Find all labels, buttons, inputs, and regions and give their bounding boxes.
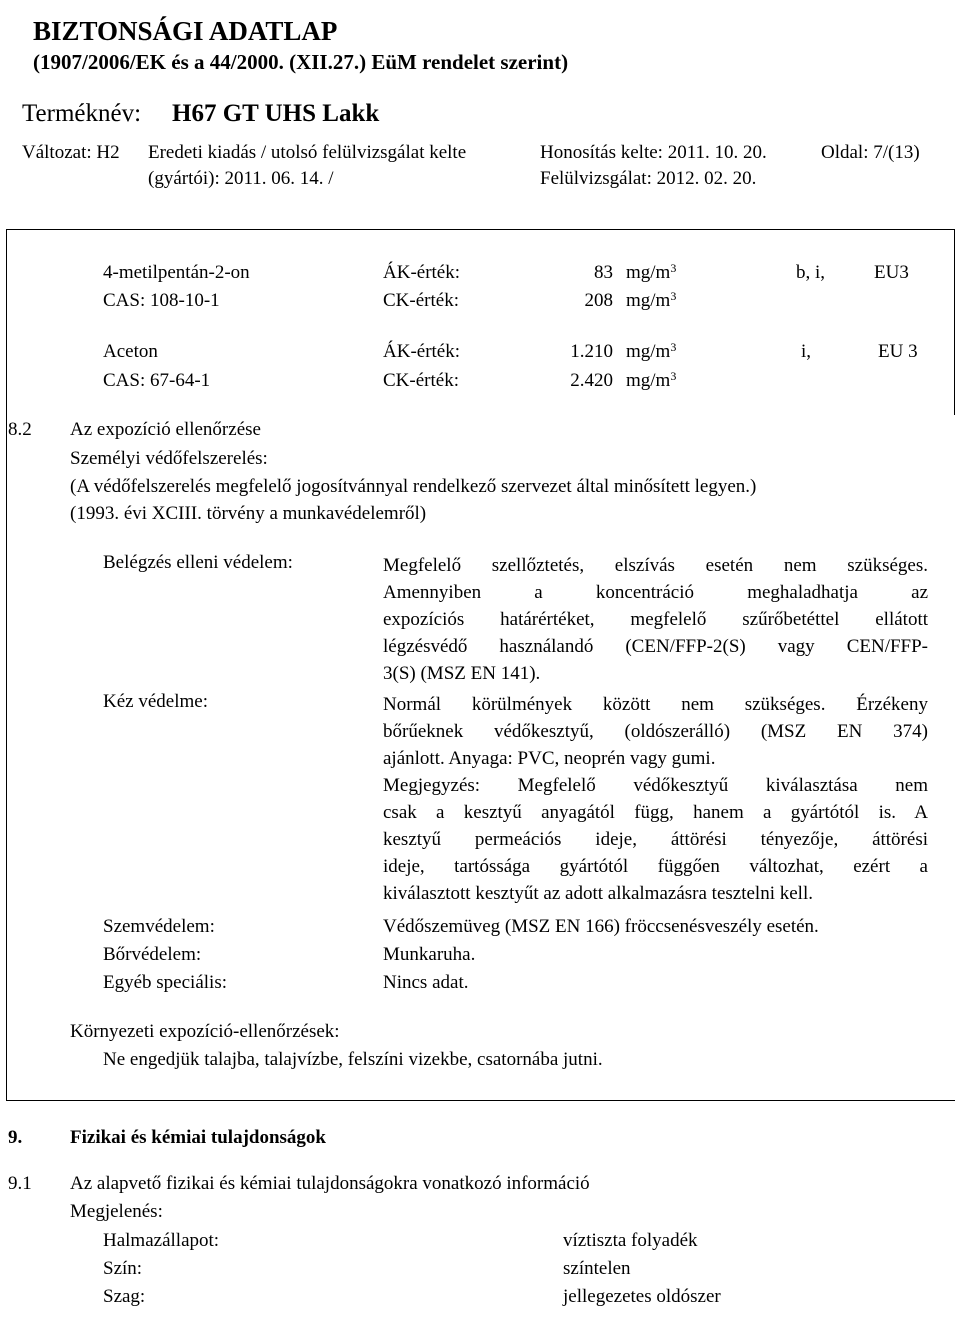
approval-date: Honosítás kelte: 2011. 10. 20. [540,142,767,163]
skin-protection-label: Bőrvédelem: [103,944,202,965]
property-value: jellegezetes oldószer [563,1286,721,1307]
issue-date-line1: Eredeti kiadás / utolsó felülvizsgálat kelte [148,142,467,163]
unit: $mg/m^3$ [626,369,677,391]
eye-protection-value: Védőszemüveg (MSZ EN 166) fröccsenésveszély esetén. [383,916,819,937]
substance-ref: EU 3 [878,341,918,362]
property-label: Szag: [103,1286,146,1307]
section-9-number: 9. [8,1127,23,1148]
substance-notes: b, i, [796,262,826,283]
environmental-exposure-text: Ne engedjük talajba, talajvízbe, felszíni vizekbe, csatornába jutni. [103,1049,603,1070]
unit: $mg/m^3$ [626,340,677,362]
ak-label: ÁK-érték: [383,341,461,362]
hand-protection-label: Kéz védelme: [103,691,208,712]
revision-date: Felülvizsgálat: 2012. 02. 20. [540,168,757,189]
product-label: Terméknév: [22,100,142,127]
other-protection-value: Nincs adat. [383,972,469,993]
respiratory-label: Belégzés elleni védelem: [103,552,293,573]
eye-protection-label: Szemvédelem: [103,916,215,937]
ppe-law-reference: (1993. évi XCIII. törvény a munkavédelemről) [70,503,427,524]
product-name: H67 GT UHS Lakk [172,100,380,127]
ppe-note: (A védőfelszerelés megfelelő jogosítvánnyal rendelkező szervezet által minősített legyen.) [70,476,757,497]
section-9-1-number: 9.1 [8,1173,32,1194]
ck-value: 2.420 [570,370,613,391]
ck-value: 208 [584,290,613,311]
property-value: víztiszta folyadék [563,1230,698,1251]
version: Változat: H2 [22,142,120,163]
unit: $mg/m^3$ [626,261,677,283]
issue-date-line2: (gyártói): 2011. 06. 14. / [148,168,334,189]
section-8-box-right-edge [954,229,955,415]
appearance-label: Megjelenés: [70,1201,163,1222]
section-9-title: Fizikai és kémiai tulajdonságok [70,1127,326,1148]
ck-label: CK-érték: [383,370,459,391]
page-number: Oldal: 7/(13) [821,142,920,163]
substance-cas: CAS: 108-10-1 [103,290,220,311]
ak-label: ÁK-érték: [383,262,461,283]
substance-name: Aceton [103,341,158,362]
hand-protection-text: Normál körülmények között nem szükséges. Érzékeny bőrűeknek védőkesztyű, (oldószerálló) (MSZ EN 374) ajánlott. Anyaga: PVC, neoprén vagy gumi. Megjegyzés: Megfelelő védőkesztyű kiválasztása nem csak a kesztyű anyagától függ, hanem a gyártótól is. A kesztyű permeációs ideje, áttörési tényezője, áttörési ideje, tartóssága gyártótól függően változhat, ezért a kiválasztott kesztyűt az adott alkalmazásra tesztelni kell. [383,694,928,904]
ak-value: 1.210 [570,341,613,362]
section-8-2-title: Az expozíció ellenőrzése [70,419,261,440]
environmental-exposure-title: Környezeti expozíció-ellenőrzések: [70,1021,340,1042]
document-title: BIZTONSÁGI ADATLAP [33,16,338,46]
skin-protection-value: Munkaruha. [383,944,476,965]
ppe-title: Személyi védőfelszerelés: [70,448,268,469]
ak-value: 83 [594,262,613,283]
substance-ref: EU3 [874,262,909,283]
substance-notes: i, [801,341,812,362]
ck-label: CK-érték: [383,290,459,311]
unit: $mg/m^3$ [626,289,677,311]
section-9-1-title: Az alapvető fizikai és kémiai tulajdonságokra vonatkozó információ [70,1173,590,1194]
substance-cas: CAS: 67-64-1 [103,370,211,391]
respiratory-text: Megfelelő szellőztetés, elszívás esetén nem szükséges. Amennyiben a koncentráció meghaladhatja az expozíciós határértéket, megfelelő szűrőbetéttel ellátott légzésvédő használandó (CEN/FFP-2(S) vagy CEN/FFP- 3(S) (MSZ EN 141). [383,555,928,684]
property-label: Szín: [103,1258,143,1279]
property-label: Halmazállapot: [103,1230,220,1251]
property-value: színtelen [563,1258,631,1279]
substance-name: 4-metilpentán-2-on [103,262,250,283]
regulation-subtitle: (1907/2006/EK és a 44/2000. (XII.27.) EüM rendelet szerint) [33,50,569,74]
other-protection-label: Egyéb speciális: [103,972,227,993]
section-8-2-number: 8.2 [8,419,32,440]
